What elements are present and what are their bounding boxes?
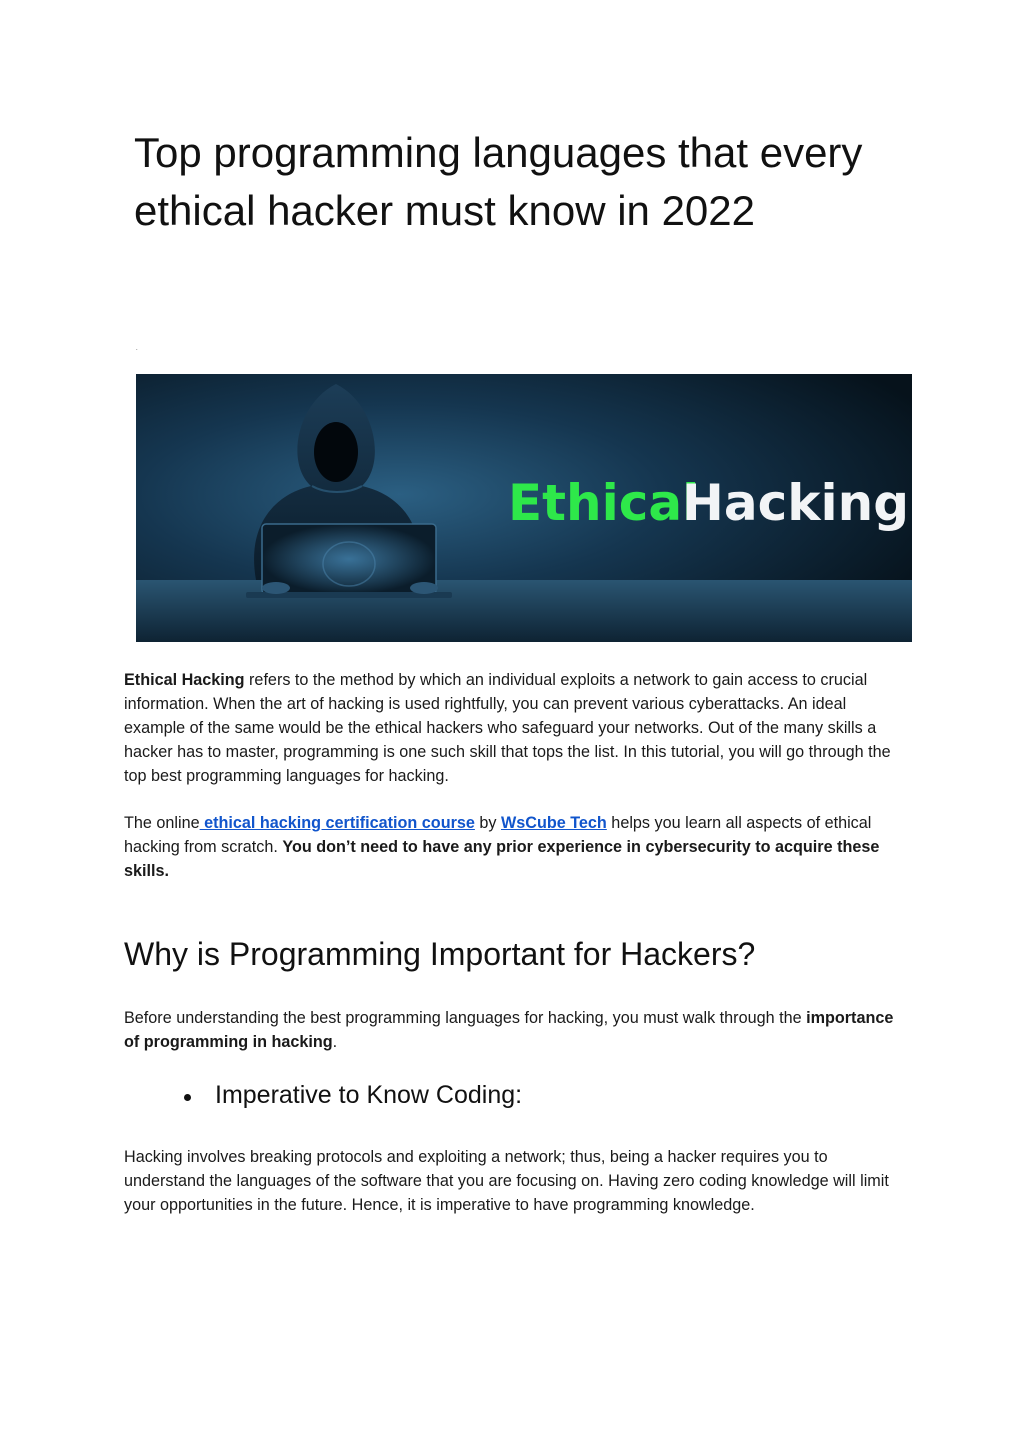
intro-bold-lead: Ethical Hacking xyxy=(124,671,245,689)
small-mark: . xyxy=(136,346,138,352)
wscube-tech-link[interactable]: WsCube Tech xyxy=(500,814,607,832)
section-intro-text: Before understanding the best programming languages for hacking, you must walk through the xyxy=(124,1009,807,1027)
course-link[interactable]: ethical hacking certification course xyxy=(199,814,475,832)
banner-text-ethical: Ethical xyxy=(508,474,700,532)
section-intro-paragraph xyxy=(124,1006,904,1054)
section-intro-bold: importance of programming in hacking xyxy=(124,1009,894,1051)
course-bold-tail: You don’t need to have any prior experience in cybersecurity to acquire these skills. xyxy=(124,838,880,880)
intro-text: refers to the method by which an individual exploits a network to gain access to crucial information. When the art of hacking is used rightfully, you can prevent various cyberattacks. An ideal example of the same would be the ethical hackers who safeguard your networks. Out of the many skills a hacker has to master, programming is one such skill that tops the list. In this tutorial, you will go through the top best programming languages for hacking. xyxy=(124,671,891,785)
course-lead: The online xyxy=(124,814,200,832)
left-hand xyxy=(262,582,290,594)
ethical-hacking-banner-image xyxy=(136,374,912,642)
bullet-heading-row xyxy=(184,1075,522,1115)
right-hand xyxy=(410,582,438,594)
course-paragraph xyxy=(124,811,904,883)
section-intro-end: . xyxy=(332,1033,338,1051)
course-by: by xyxy=(474,814,501,832)
course-middle: helps you learn all aspects of ethical hacking from scratch. xyxy=(124,814,872,856)
bullet-heading: Imperative to Know Coding: xyxy=(215,1081,523,1109)
document-title: Top programming languages that every ethical hacker must know in 2022 xyxy=(134,129,863,234)
bullet-dot-icon xyxy=(184,1094,191,1101)
banner-text-hacking: Hacking xyxy=(682,474,910,532)
section-heading: Why is Programming Important for Hackers? xyxy=(124,936,756,972)
banner-desk xyxy=(136,580,912,642)
bullet-paragraph: Hacking involves breaking protocols and exploiting a network; thus, being a hacker requires you to understand the languages of the software that you are focusing on. Having zero coding knowledge will limit your opportunities in the future. Hence, it is imperative to have programming knowledge. xyxy=(124,1148,889,1214)
intro-paragraph xyxy=(124,668,904,788)
